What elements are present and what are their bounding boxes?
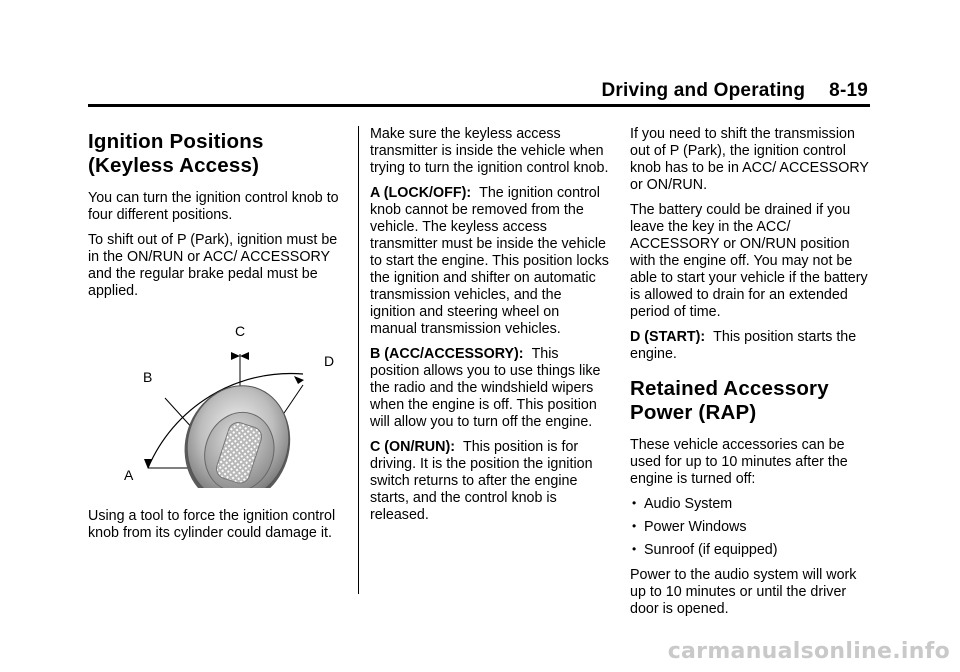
paragraph: Make sure the keyless access transmitter is inside the vehicle when trying to turn the ignition control knob. bbox=[370, 126, 609, 176]
column-right bbox=[630, 126, 870, 626]
accessory-list bbox=[630, 496, 870, 559]
column-middle bbox=[370, 126, 610, 532]
column-left bbox=[88, 126, 350, 550]
term-on-run: C (ON/RUN): bbox=[370, 439, 455, 455]
term-accessory: B (ACC/ACCESSORY): bbox=[370, 346, 524, 362]
running-head bbox=[601, 80, 868, 102]
paragraph: If you need to shift the transmission out of P (Park), the ignition control knob has to be in ACC/ ACCESSORY or ON/RUN. bbox=[630, 126, 869, 193]
paragraph: These vehicle accessories can be used for up to 10 minutes after the engine is turned off: bbox=[630, 437, 848, 487]
arrow-c2 bbox=[240, 352, 249, 360]
bullet-icon: • bbox=[632, 519, 637, 533]
list-item: • Sunroof (if equipped) bbox=[632, 542, 778, 558]
term-lock-off: A (LOCK/OFF): bbox=[370, 185, 472, 201]
heading-line: Retained Accessory bbox=[630, 377, 829, 400]
label-a: A bbox=[124, 467, 134, 483]
definition-text: This position starts the engine. bbox=[630, 329, 857, 362]
arrow-d bbox=[294, 376, 304, 384]
paragraph: To shift out of P (Park), ignition must be in the ON/RUN or ACC/ ACCESSORY and the regular brake pedal must be applied. bbox=[88, 232, 338, 299]
paragraph: Power to the audio system will work up to 10 minutes or until the driver door is opened. bbox=[630, 567, 857, 617]
arrow-c bbox=[231, 352, 240, 360]
label-c: C bbox=[235, 323, 246, 339]
definition-text: This position is for driving. It is the position the ignition switch returns to after the engine starts, and the control knob is released. bbox=[370, 439, 593, 523]
header-rule bbox=[88, 104, 870, 107]
label-d: D bbox=[324, 353, 335, 369]
list-item: • Power Windows bbox=[632, 519, 747, 535]
section-title: Driving and Operating bbox=[601, 80, 806, 101]
watermark: carmanualsonline.info bbox=[667, 639, 950, 664]
section-heading-ignition bbox=[88, 130, 350, 178]
term-start: D (START): bbox=[630, 329, 706, 345]
heading-line: Ignition Positions bbox=[88, 130, 264, 153]
ignition-knob bbox=[169, 372, 305, 488]
heading-line: Power (RAP) bbox=[630, 401, 757, 424]
bullet-icon: • bbox=[632, 542, 637, 556]
section-heading-rap bbox=[630, 377, 870, 425]
bullet-icon: • bbox=[632, 496, 637, 510]
definition-text: The ignition control knob cannot be removed from the vehicle. The keyless access transmitter must be inside the vehicle to start the engine. This position locks the ignition and shifter on automatic transmission vehicles, and the ignition and steering wheel on manual transmission vehicles. bbox=[370, 185, 609, 337]
paragraph: The battery could be drained if you leave the key in the ACC/ ACCESSORY or ON/RUN position with the engine off. You may not be able to start your vehicle if the battery is allowed to drain for an extended period of time. bbox=[630, 202, 868, 320]
definition-c bbox=[370, 439, 610, 524]
definition-d bbox=[630, 329, 870, 363]
definition-text: This position allows you to use things like the radio and the windshield wipers when the engine is off. This position will allow you to turn off the engine. bbox=[370, 346, 601, 430]
page-number: 8-19 bbox=[829, 80, 868, 101]
ignition-knob-figure bbox=[88, 318, 350, 488]
list-item: • Audio System bbox=[632, 496, 733, 512]
heading-line: (Keyless Access) bbox=[88, 154, 260, 177]
definition-b bbox=[370, 346, 610, 431]
caution-text: Using a tool to force the ignition control knob from its cylinder could damage it. bbox=[88, 508, 336, 541]
label-b: B bbox=[143, 369, 153, 385]
column-divider bbox=[358, 126, 359, 594]
paragraph: You can turn the ignition control knob to four different positions. bbox=[88, 190, 339, 223]
definition-a bbox=[370, 185, 610, 338]
ignition-diagram bbox=[88, 318, 350, 488]
